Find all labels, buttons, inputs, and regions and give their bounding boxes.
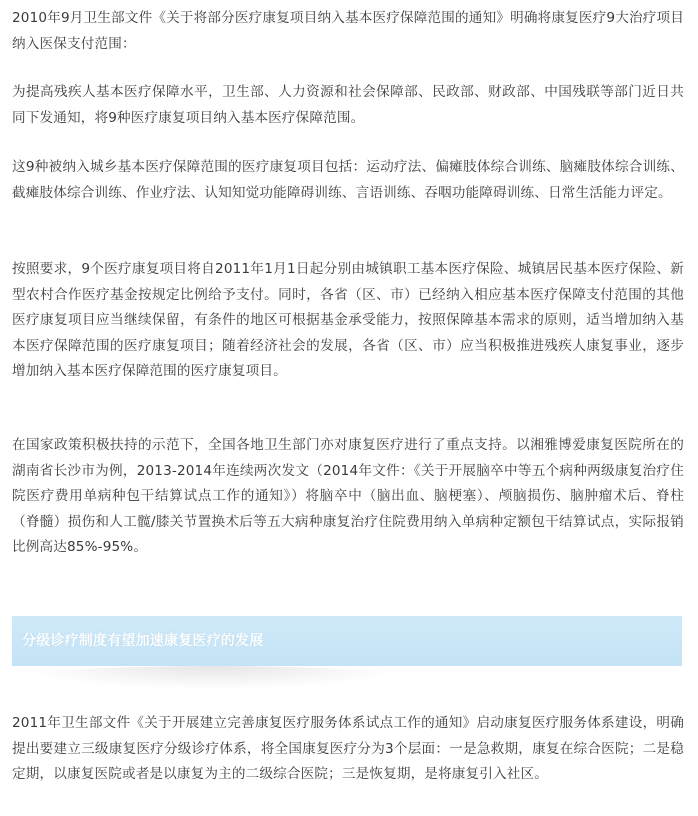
- section-heading-banner: [12, 616, 682, 666]
- paragraph: 在国家政策积极扶持的示范下，全国各地卫生部门亦对康复医疗进行了重点支持。以湘雅博爱康复医院所在的湖南省长沙市为例，2013-2014年连续两次发文（2014年文件：《关于开展脑卒中等五个病种两级康复治疗住院医疗费用单病种包干结算试点工作的通知》）将脑卒中（脑出血、脑梗塞）、颅脑损伤、脑肿瘤术后、脊柱（脊髓）损伤和人工髋/膝关节置换术后等五大病种康复治疗住院费用纳入单病种定额包干结算试点，实际报销比例高达85%-95%。: [12, 437, 684, 556]
- paragraph: 这9种被纳入城乡基本医疗保障范围的医疗康复项目包括：运动疗法、偏瘫肢体综合训练、脑瘫肢体综合训练、截瘫肢体综合训练、作业疗法、认知知觉功能障碍训练、言语训练、吞咽功能障碍训练、日常生活能力评定。: [12, 159, 684, 201]
- paragraph: 按照要求，9个医疗康复项目将自2011年1月1日起分别由城镇职工基本医疗保险、城镇居民基本医疗保险、新型农村合作医疗基金按规定比例给予支付。同时，各省（区、市）已经纳入相应基本医疗保障支付范围的其他医疗康复项目应当继续保留，有条件的地区可根据基金承受能力，按照保障基本需求的原则，适当增加纳入基本医疗保障范围的医疗康复项目；随着经济社会的发展，各省（区、市）应当积极推进残疾人康复事业，逐步增加纳入基本医疗保障范围的医疗康复项目。: [12, 261, 684, 380]
- section-heading: 分级诊疗制度有望加速康复医疗的发展: [22, 633, 264, 649]
- paragraph: 2010年9月卫生部文件《关于将部分医疗康复项目纳入基本医疗保障范围的通知》明确将康复医疗9大治疗项目纳入医保支付范围：: [12, 10, 684, 52]
- paragraph: 2011年卫生部文件《关于开展建立完善康复医疗服务体系试点工作的通知》启动康复医疗服务体系建设，明确提出要建立三级康复医疗分级诊疗体系，将全国康复医疗分为3个层面：一是急救期，康复在综合医院；二是稳定期，以康复医院或者是以康复为主的二级综合医院；三是恢复期，是将康复引入社区。: [12, 715, 684, 783]
- paragraph: 为提高残疾人基本医疗保障水平，卫生部、人力资源和社会保障部、民政部、财政部、中国残联等部门近日共同下发通知，将9种医疗康复项目纳入基本医疗保障范围。: [12, 84, 684, 126]
- banner-shadow: [28, 666, 398, 688]
